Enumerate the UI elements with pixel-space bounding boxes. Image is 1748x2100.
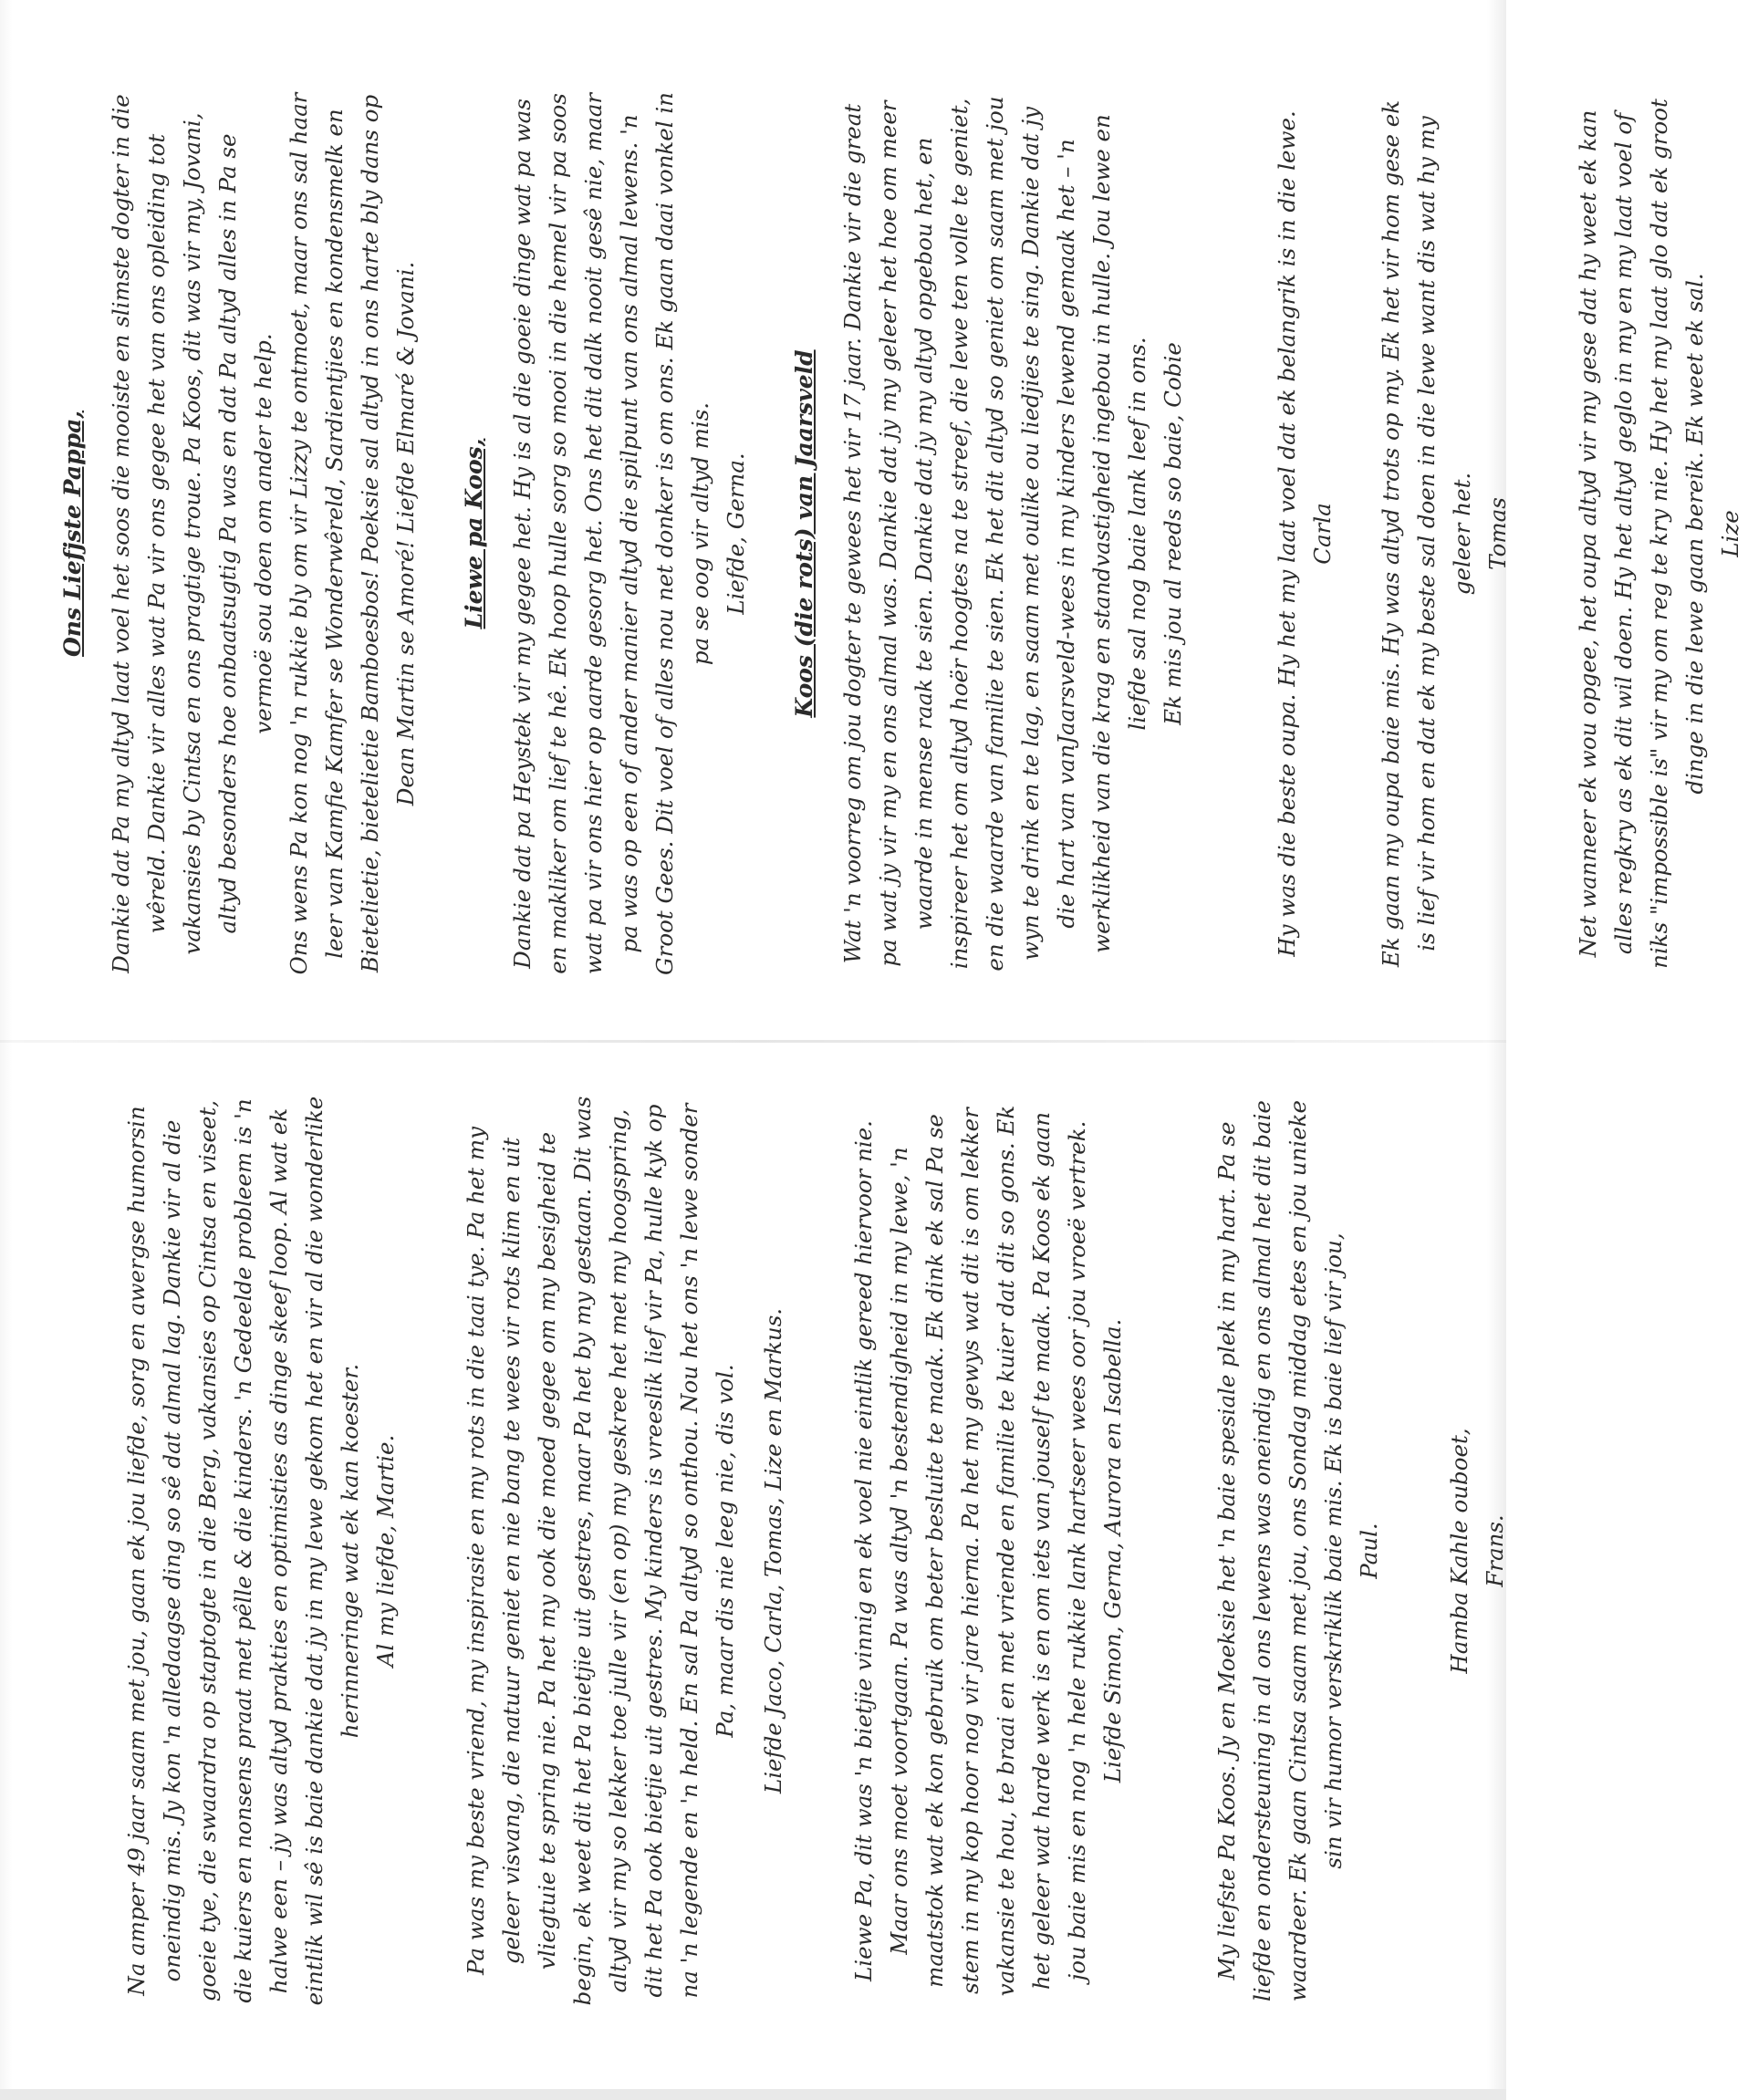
page-title: Ons Liefjste Pappa, bbox=[59, 411, 86, 657]
signature: Frans. bbox=[1482, 1514, 1508, 1587]
scan-edge bbox=[0, 2089, 1506, 2100]
signature: Liefde Jaco, Carla, Tomas, Lize en Markus. bbox=[760, 1307, 786, 1794]
tribute-paragraph: Wat 'n voorreg om jou dogter te gewees het vir 17 jaar. Dankie vir die great pa wat jy vir my en ons almal was. Dankie dat jy my geleer het hoe om meer waarde in mense raak te sien. Dankie dat jy my altyd opgebou het, en inspireer het om altyd hoër hoogtes na te streef, die lewe ten volle te geniet, en die waarde van familie te sien. Ek het dit altyd so geniet om saam met jou wyn te drink en te lag, en saam met oulike ou liedjies te sing. Dankie dat jy die hart van vanJaarsveld-wees in my kinders lewend gemaak het – 'n werklikheid van die krag en standvastigheid ingebou in hulle. Jou lewe en liefde sal nog baie lank leef in ons. bbox=[839, 96, 1150, 972]
signature: Paul. bbox=[1356, 1523, 1382, 1579]
signature: Hamba Kahle ouboet, bbox=[1446, 1428, 1472, 1674]
section-heading: Liewe pa Koos, bbox=[461, 438, 487, 629]
tribute-page-top bbox=[36, 27, 1743, 1031]
tribute-paragraph: Pa was my beste vriend, my inspirasie en my rots in die taai tye. Pa het my geleer visvang, die natuur geniet en nie bang te wees vir rots klim en uit vliegtuie te spring nie. Pa het my ook die moed gegee om my besigheid te begin, ek weet dit het Pa bietjie uit gestres, maar Pa het by my gestaan. Dit was altyd vir my so lekker toe julle vir (en op) my geskree het met my hoogspring, dit het Pa ook bietjie uit gestres. My kinders is vreeslik lief vir Pa, hulle kyk op na 'n legende en 'n held. En sal Pa altyd so onthou. Nou het ons 'n lewe sonder Pa, maar dis nie leeg nie, dis vol. bbox=[463, 1096, 738, 2006]
tribute-page-bottom bbox=[73, 1040, 1533, 2043]
signature: Liefde, Gerna. bbox=[723, 452, 749, 615]
tribute-paragraph: Hy was die beste oupa. Hy het my laat voel dat ek belangrik is in die lewe. bbox=[1274, 110, 1300, 957]
signature: Lize bbox=[1717, 510, 1743, 557]
tribute-paragraph: Net wanneer ek wou opgee, het oupa altyd vir my gese dat hy weet ek kan alles regkry as ek dit wil doen. Hy het altyd geglo in my en my laat voel of niks "impossible is" vir my om reg te kry nie. Hy het my laat glo dat ek groot dinge in die lewe gaan bereik. Ek weet ek sal. bbox=[1575, 99, 1708, 969]
tribute-paragraph: Ons wens Pa kon nog 'n rukkie bly om vir Lizzy te ontmoet, maar ons sal haar leer van Kamfie Kamfer se Wonderwêreld, Sardientjies en kondensmelk en Bietelietie, bietelietie Bamboesbos! Poeksie sal altyd in ons harte bly dans op Dean Martin se Amoré! Liefde Elmaré & Jovani. bbox=[286, 92, 419, 975]
signature: Tomas bbox=[1484, 497, 1511, 570]
signature: Ek mis jou al reeds so baie, Cobie bbox=[1160, 342, 1186, 725]
tribute-paragraph: Dankie dat Pa my altyd laat voel het soos die mooiste en slimste dogter in die wêreld. Dankie vir alles wat Pa vir ons gegee het van ons opleiding tot vakansies by Cintsa en ons pragtige troue. Pa Koos, dit was vir my, Jovani, altyd besonders hoe onbaatsugtig Pa was en dat Pa altyd alles in Pa se vermoë sou doen om ander te help. bbox=[108, 94, 276, 973]
tribute-paragraph: Ek gaan my oupa baie mis. Hy was altyd trots op my. Ek het vir hom gese ek is lief vir hom en dat ek my beste sal doen in die lewe want dis wat hy my geleer het. bbox=[1378, 99, 1475, 968]
tribute-paragraph: My liefste Pa Koos. Jy en Moeksie het 'n baie spesiale plek in my hart. Pa se liefde en ondersteuning in al ons lewens was oneindig en ons almal het dit baie waardeer. Ek gaan Cintsa saam met jou, ons Sondag middag etes en jou unieke sin vir humor verskriklik baie mis. Ek is baie lief vir jou, bbox=[1213, 1099, 1347, 2002]
tribute-paragraph: Liewe Pa, dit was 'n bietjie vinnig en ek voel nie eintlik gereed hiervoor nie. Maar ons moet voortgaan. Pa was altyd 'n bestendigheid in my lewe, 'n maatstok wat ek kon gebruik om beter besluite te maak. Ek dink ek sal Pa se stem in my kop hoor nog vir jare hierna. Pa het my gewys wat dit is om lekker vakansie te hou, te braai en met vriende en familie te kuier dat dit so gons. Ek het geleer wat harde werk is en om iets van jouself te maak. Pa Koos ek gaan jou baie mis en nog 'n hele rukkie lank hartseer wees oor jou vroeë vertrek. bbox=[850, 1105, 1090, 1997]
signature: Liefde Simon, Gerna, Aurora en Isabella. bbox=[1099, 1318, 1126, 1783]
signature: Carla bbox=[1309, 503, 1336, 565]
section-heading: Koos (die rots) van Jaarsveld bbox=[791, 349, 817, 718]
tribute-paragraph: Na amper 49 jaar saam met jou, gaan ek jou liefde, sorg en awergse humorsin oneindig mis. Jy kon 'n alledaagse ding so sê dat almal lag. Dankie vir al die goeie tye, die swaardra op staptogte in die Berg, vakansies op Cintsa en viseet, die kuiers en nonsens praat met pêlle & die kinders. 'n Gedeelde probleem is 'n halwe een – jy was altyd prakties en optimisties as dinge skeef loop. Al wat ek eintlik wil sê is baie dankie dat jy in my lewe gekom het en vir al die wonderlike herinneringe wat ek kan koester. bbox=[123, 1096, 363, 2006]
signature: Al my liefde, Martie. bbox=[372, 1434, 399, 1668]
tribute-paragraph: Dankie dat pa Heystek vir my gegee het. Hy is al die goeie dinge wat pa was en makliker om lief te hê. Ek hoop hulle sorg so mooi in die hemel vir pa soos wat pa vir ons hier op aarde gesorg het. Ons het dit dalk nooit gesê nie, maar pa was op een of ander manier altyd die spilpunt van ons almal lewens. 'n Groot Gees. Dit voel of alles nou net donker is om ons. Ek gaan daai vonkel in pa se oog vir altyd mis. bbox=[509, 92, 713, 975]
